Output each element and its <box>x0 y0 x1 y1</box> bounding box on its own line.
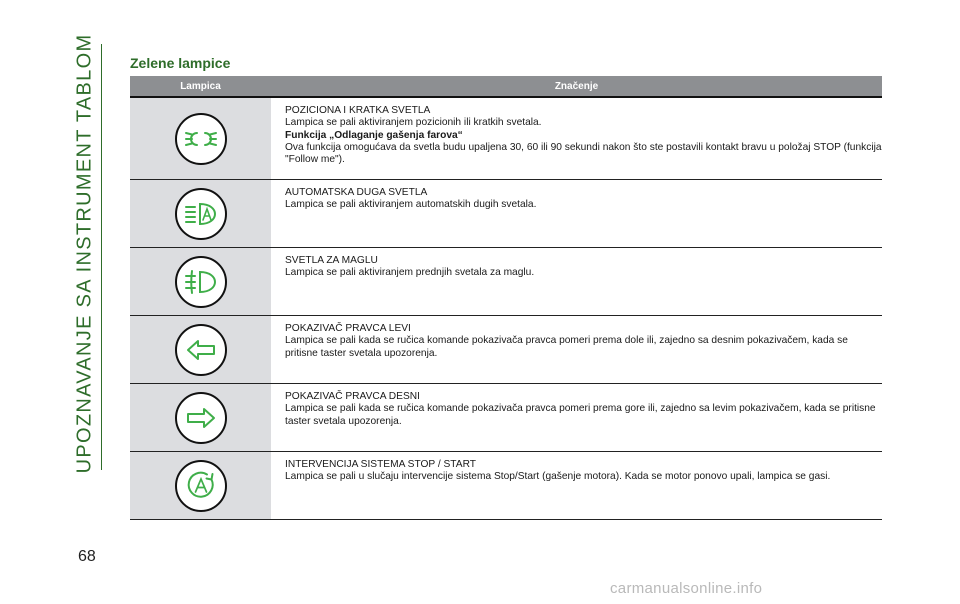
row-text: Lampica se pali u slučaju intervencije sistema Stop/Start (gašenje motora). Kada se motor ponovo upali, lampica se gasi. <box>285 471 831 483</box>
meaning-cell <box>271 180 882 247</box>
lamp-cell <box>130 180 271 247</box>
lamps-table <box>130 76 882 520</box>
front-fog-lights-icon <box>175 256 227 308</box>
section-title: Zelene lampice <box>130 55 231 71</box>
row-text: Lampica se pali kada se ručica komande pokazivača pravca pomeri prema gore ili, zajedno sa levim pokazivačem, kada se pritisne taster svetala upozorenja. <box>285 403 876 427</box>
meaning-cell <box>271 452 882 519</box>
table-row <box>130 248 882 316</box>
lamp-cell <box>130 316 271 383</box>
table-row <box>130 384 882 452</box>
chapter-title-text: UPOZNAVANJE SA INSTRUMENT TABLOM <box>73 33 96 473</box>
table-header <box>130 76 882 98</box>
meaning-cell <box>271 316 882 383</box>
row-title: POZICIONA I KRATKA SVETLA <box>285 105 431 116</box>
table-row <box>130 98 882 180</box>
row-text: Lampica se pali kada se ručica komande pokazivača pravca pomeri prema dole ili, zajedno sa desnim pokazivačem, kada se pritisne taster svetala upozorenja. <box>285 335 848 359</box>
chapter-divider <box>101 44 102 470</box>
lamp-cell <box>130 98 271 179</box>
table-row <box>130 180 882 248</box>
position-low-beam-lights-icon <box>175 113 227 165</box>
row-title: POKAZIVAČ PRAVCA DESNI <box>285 391 420 402</box>
watermark: carmanualsonline.info <box>610 580 763 597</box>
header-meaning: Značenje <box>554 80 599 92</box>
row-title: SVETLA ZA MAGLU <box>285 255 378 266</box>
lamp-cell <box>130 452 271 519</box>
row-title: POKAZIVAČ PRAVCA LEVI <box>285 323 411 334</box>
lamp-cell <box>130 384 271 451</box>
row-title: INTERVENCIJA SISTEMA STOP / START <box>285 459 476 470</box>
row-text: Lampica se pali aktiviranjem automatskih dugih svetala. <box>285 199 537 211</box>
meaning-cell <box>271 248 882 315</box>
stop-start-system-icon <box>175 460 227 512</box>
row-subtitle: Funkcija „Odlaganje gašenja farova“ <box>285 129 463 141</box>
header-lamp: Lampica <box>180 80 221 92</box>
row-text: Ova funkcija omogućava da svetla budu upaljena 30, 60 ili 90 sekundi nakon što ste postavili kontakt bravu u položaj STOP (funkcija "Follow me"). <box>285 141 882 166</box>
turn-signal-left-icon <box>175 324 227 376</box>
chapter-title-vertical <box>68 33 102 473</box>
turn-signal-right-icon <box>175 392 227 444</box>
meaning-cell <box>271 384 882 451</box>
lamp-cell <box>130 248 271 315</box>
automatic-high-beam-icon <box>175 188 227 240</box>
row-text: Lampica se pali aktiviranjem prednjih svetala za maglu. <box>285 267 535 279</box>
row-title: AUTOMATSKA DUGA SVETLA <box>285 187 428 198</box>
row-text: Lampica se pali aktiviranjem pozicionih ili kratkih svetala. <box>285 117 542 129</box>
table-row <box>130 316 882 384</box>
meaning-cell <box>271 98 882 179</box>
page-number: 68 <box>78 548 96 565</box>
table-row <box>130 452 882 520</box>
